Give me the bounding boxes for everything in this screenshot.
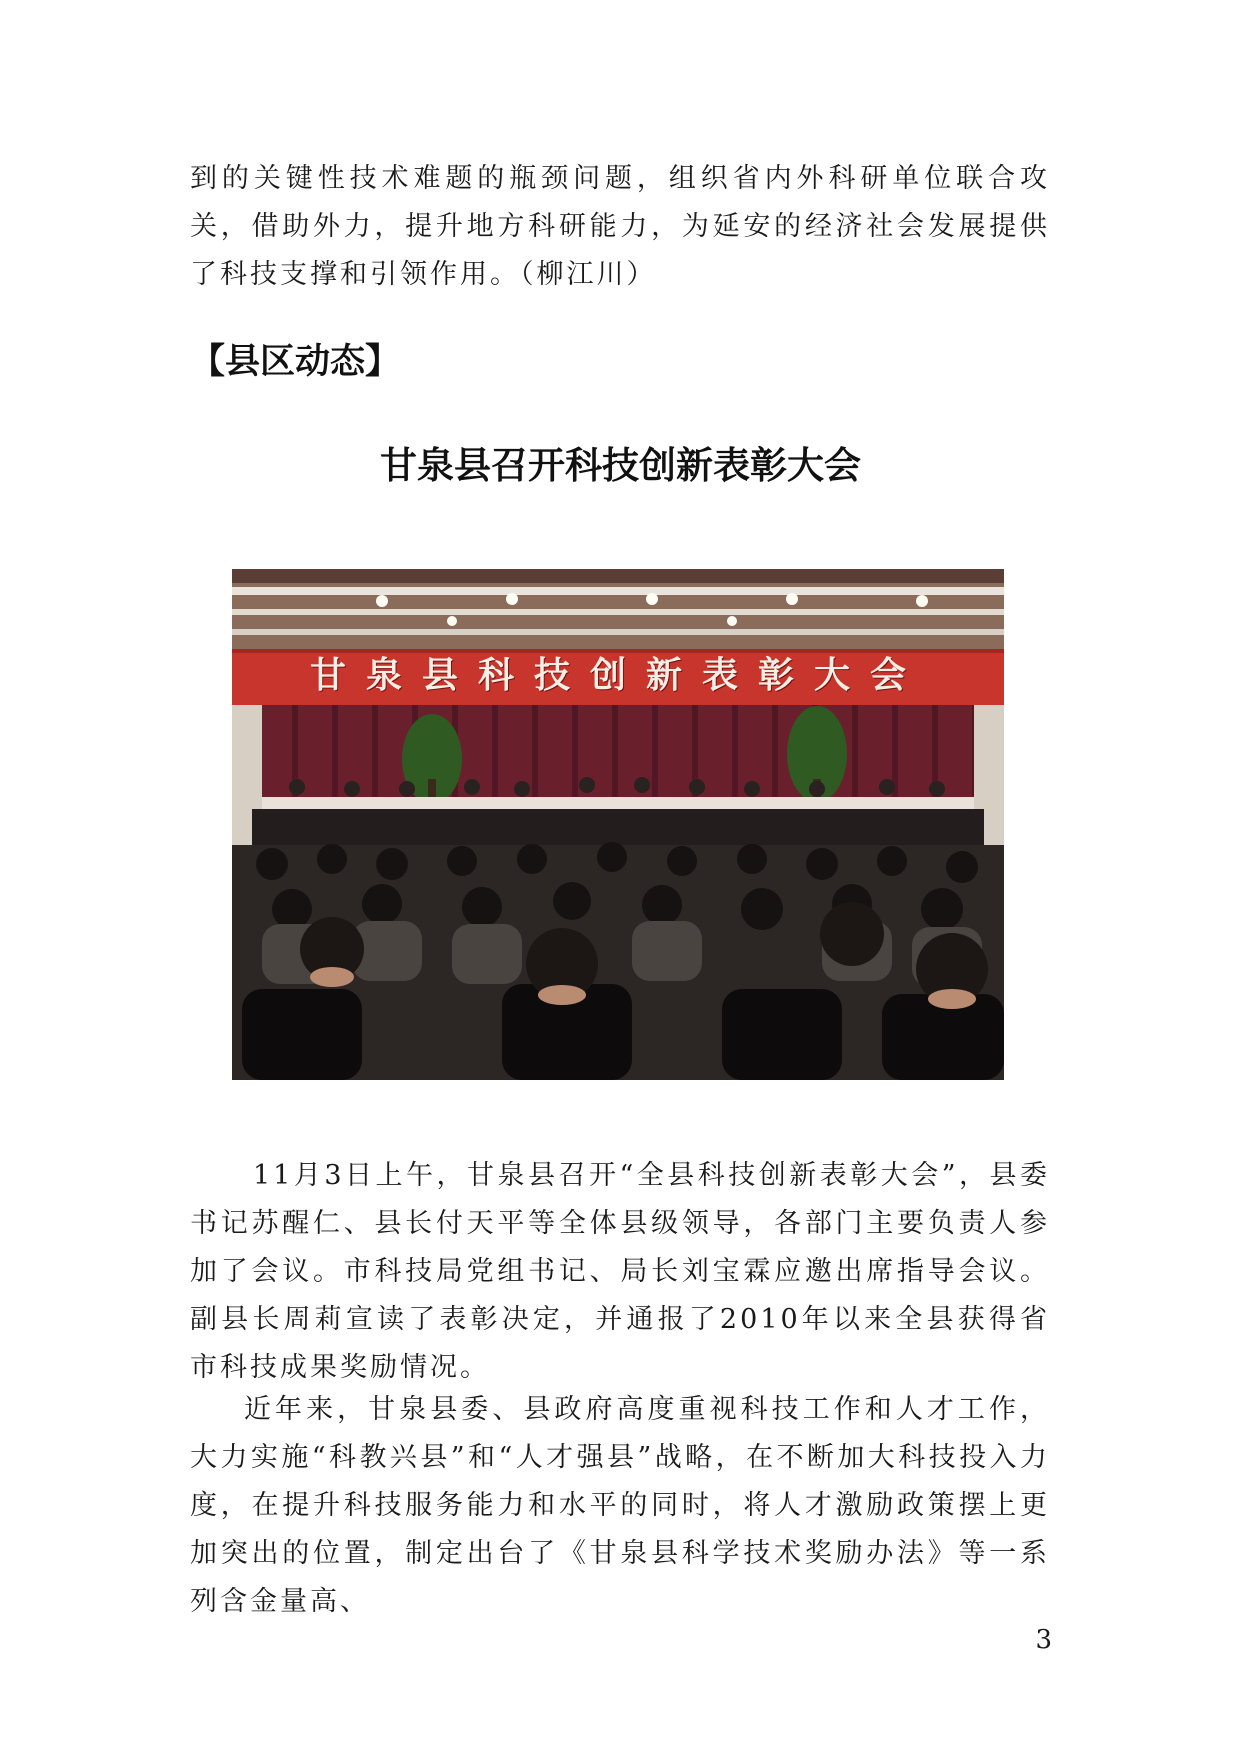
photo-banner-text: 甘泉县科技创新表彰大会 xyxy=(309,655,926,696)
body-paragraph-1: 11月3日上午，甘泉县召开“全县科技创新表彰大会”，县委书记苏醒仁、县长付天平等全体县级领导，各部门主要负责人参加了会议。市科技局党组书记、局长刘宝霖应邀出席指导会议。副县长周莉宣读了表彰决定，并通报了2010年以来全县获得省市科技成果奖励情况。 xyxy=(190,1160,1050,1383)
body-paragraph-2: 近年来，甘泉县委、县政府高度重视科技工作和人才工作，大力实施“科教兴县”和“人才强县”战略，在不断加大科技投入力度，在提升科技服务能力和水平的同时，将人才激励政策摆上更加突出的位置，制定出台了《甘泉县科学技术奖励办法》等一系列含金量高、 xyxy=(190,1394,1050,1617)
conference-scene-illustration xyxy=(232,569,1004,1080)
section-heading: 【县区动态】 xyxy=(190,342,401,382)
conference-photo xyxy=(232,569,1004,1080)
continued-paragraph: 到的关键性技术难题的瓶颈问题，组织省内外科研单位联合攻关，借助外力，提升地方科研能力，为延安的经济社会发展提供了科技支撑和引领作用。（柳江川） xyxy=(190,163,1050,290)
page-number: 3 xyxy=(1035,1625,1052,1655)
article-title: 甘泉县召开科技创新表彰大会 xyxy=(380,444,861,487)
